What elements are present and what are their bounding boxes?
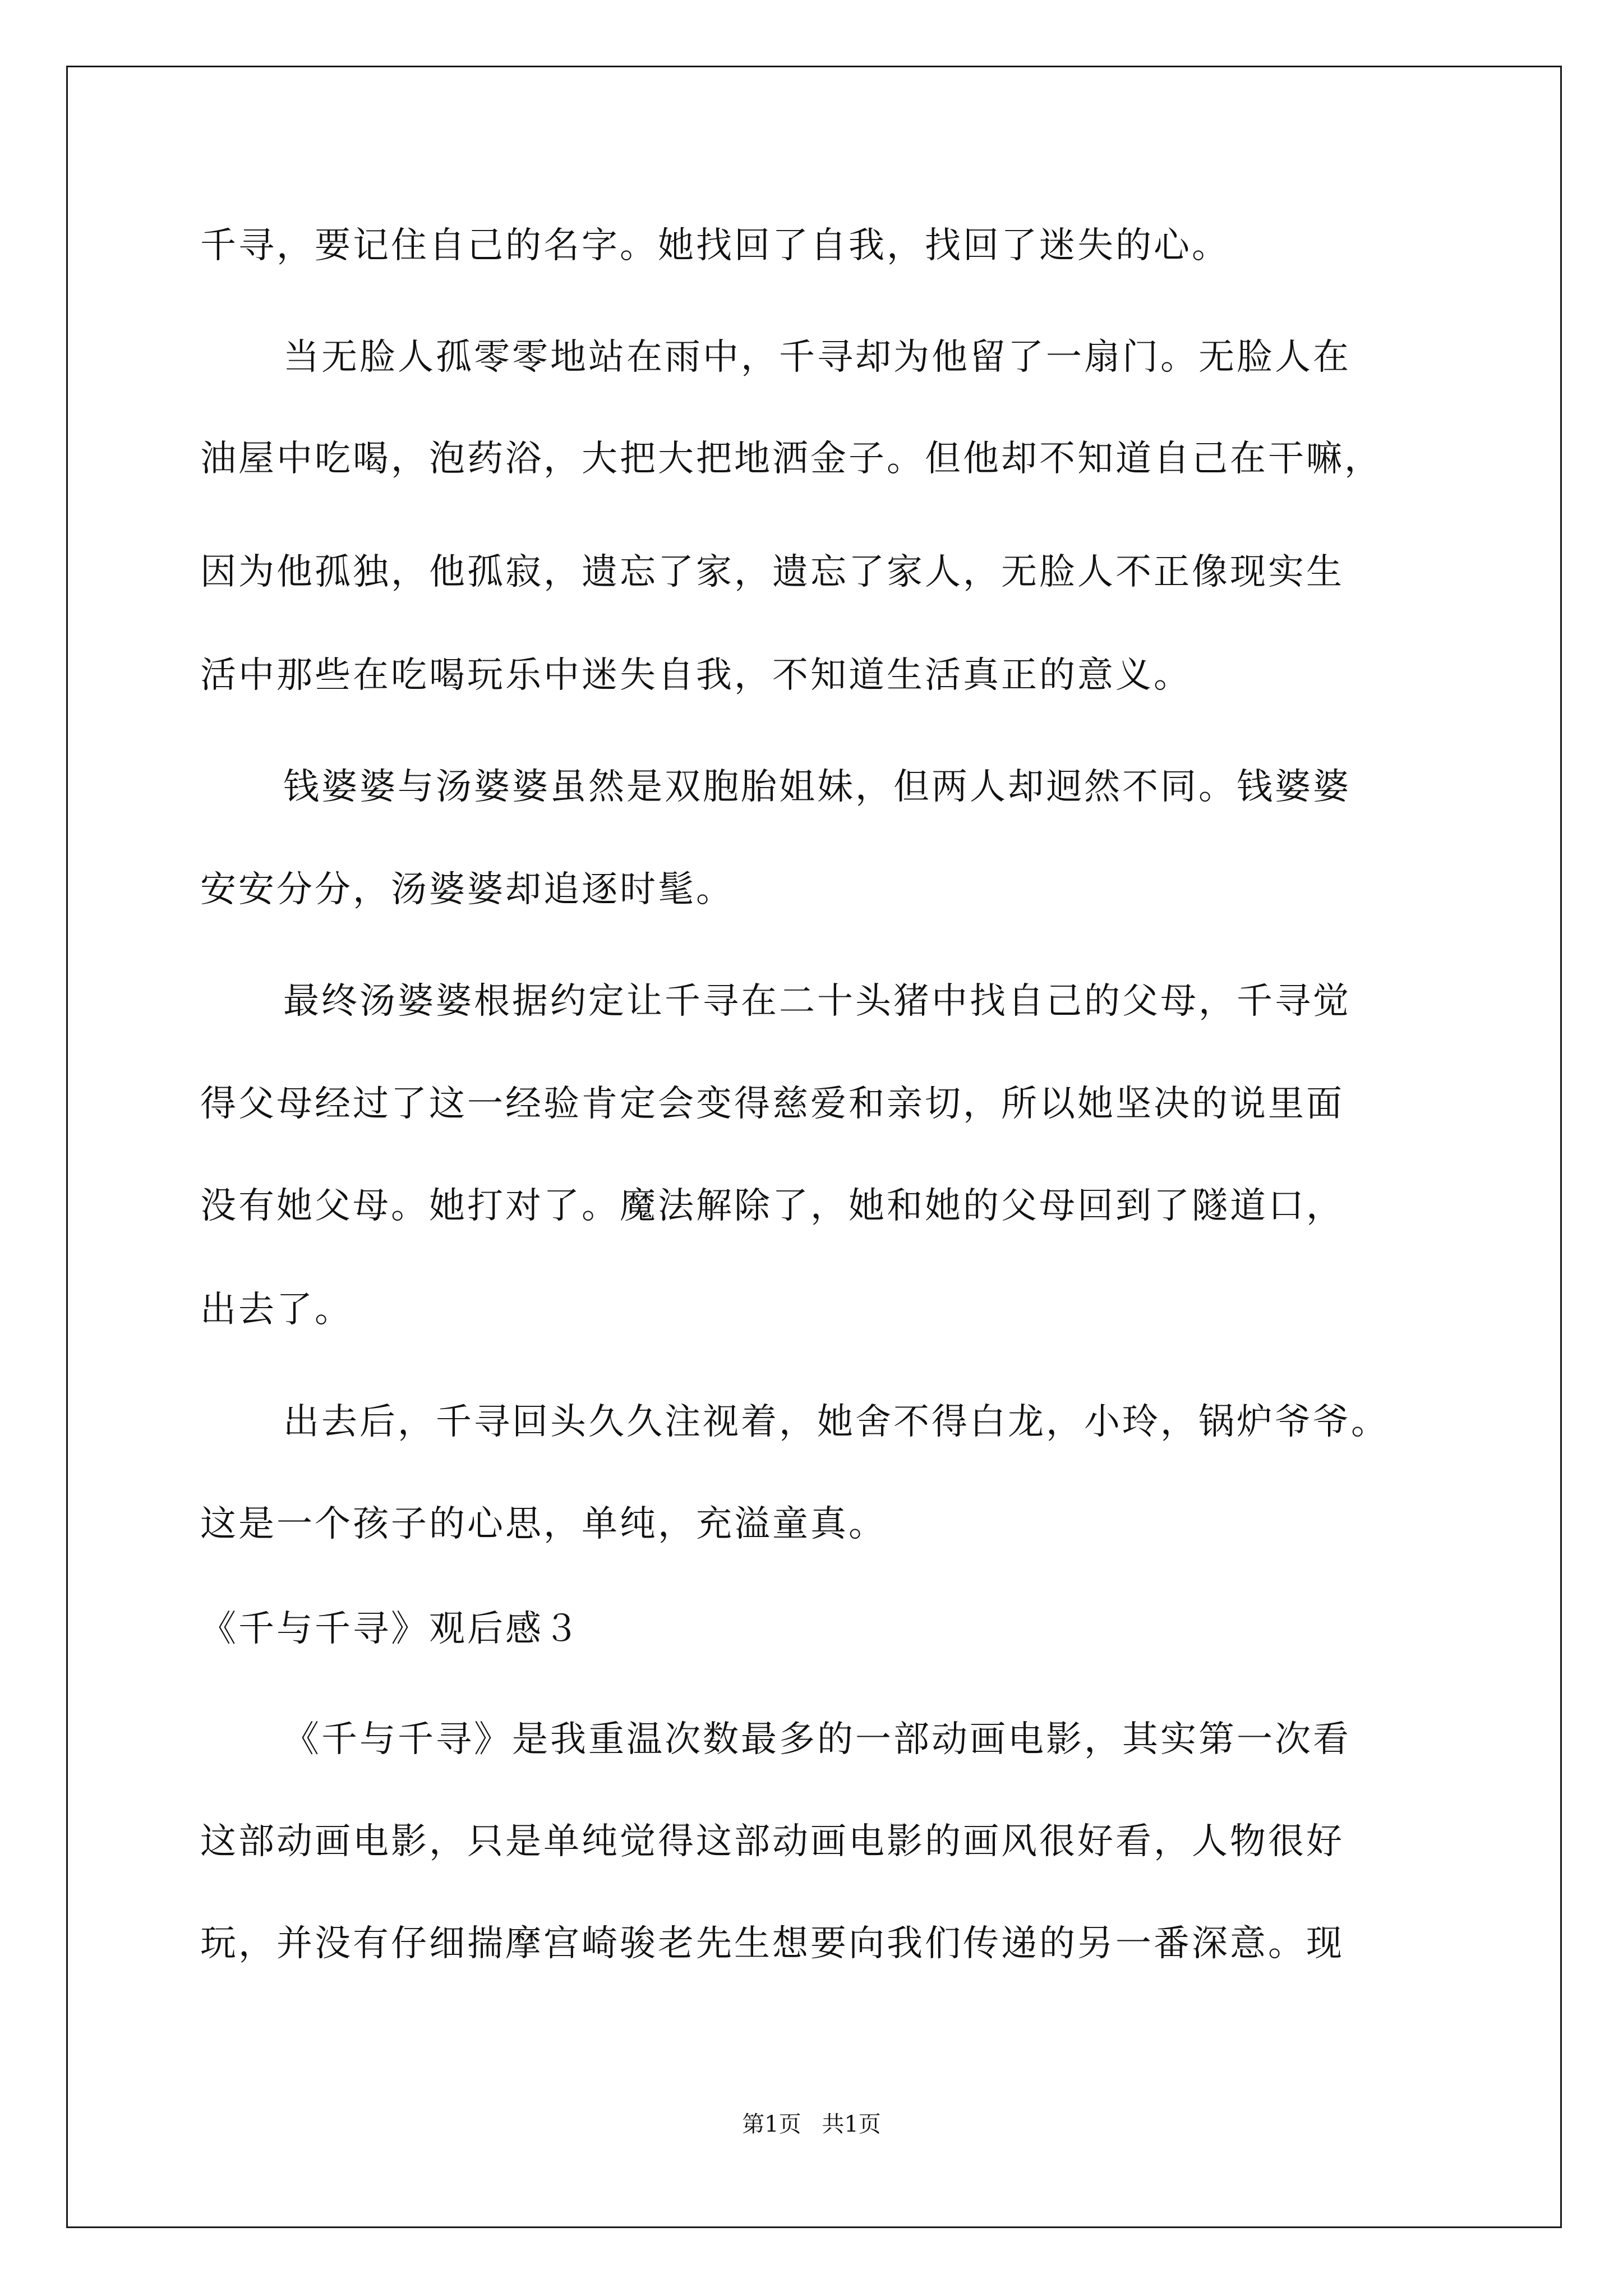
page-border <box>66 66 1562 2228</box>
body-text-line: 油屋中吃喝，泡药浴，大把大把地洒金子。但他却不知道自己在干嘛， <box>200 438 1382 480</box>
page-footer <box>0 2106 1623 2138</box>
body-text-line: 没有她父母。她打对了。魔法解除了，她和她的父母回到了隧道口， <box>200 1185 1344 1227</box>
body-text-line: 出去后，千寻回头久久注视着，她舍不得白龙，小玲，锅炉爷爷。 <box>283 1401 1389 1443</box>
body-text-line: 《千与千寻》是我重温次数最多的一部动画电影，其实第一次看 <box>283 1719 1351 1760</box>
body-text-line: 最终汤婆婆根据约定让千寻在二十头猪中找自己的父母，千寻觉 <box>283 981 1351 1022</box>
body-text-line: 安安分分，汤婆婆却追逐时髦。 <box>200 869 734 910</box>
body-text-line: 钱婆婆与汤婆婆虽然是双胞胎姐妹，但两人却迥然不同。钱婆婆 <box>283 766 1351 808</box>
page-total: 共1页 <box>822 2111 881 2137</box>
body-text-line: 当无脸人孤零零地站在雨中，千寻却为他留了一扇门。无脸人在 <box>283 337 1351 378</box>
section-heading: 《千与千寻》观后感３ <box>200 1608 582 1650</box>
page-number: 第1页 <box>742 2111 801 2137</box>
body-text-line: 千寻，要记住自己的名字。她找回了自我，找回了迷失的心。 <box>200 225 1230 266</box>
body-text-line: 玩，并没有仔细揣摩宫崎骏老先生想要向我们传递的另一番深意。现 <box>200 1923 1344 1964</box>
body-text-line: 得父母经过了这一经验肯定会变得慈爱和亲切，所以她坚决的说里面 <box>200 1083 1344 1125</box>
body-text-line: 活中那些在吃喝玩乐中迷失自我，不知道生活真正的意义。 <box>200 655 1192 696</box>
body-text-line: 这是一个孩子的心思，单纯，充溢童真。 <box>200 1503 887 1545</box>
body-text-line: 因为他孤独，他孤寂，遗忘了家，遗忘了家人，无脸人不正像现实生 <box>200 551 1344 593</box>
body-text-line: 出去了。 <box>200 1289 353 1331</box>
body-text-line: 这部动画电影，只是单纯觉得这部动画电影的画风很好看，人物很好 <box>200 1821 1344 1862</box>
